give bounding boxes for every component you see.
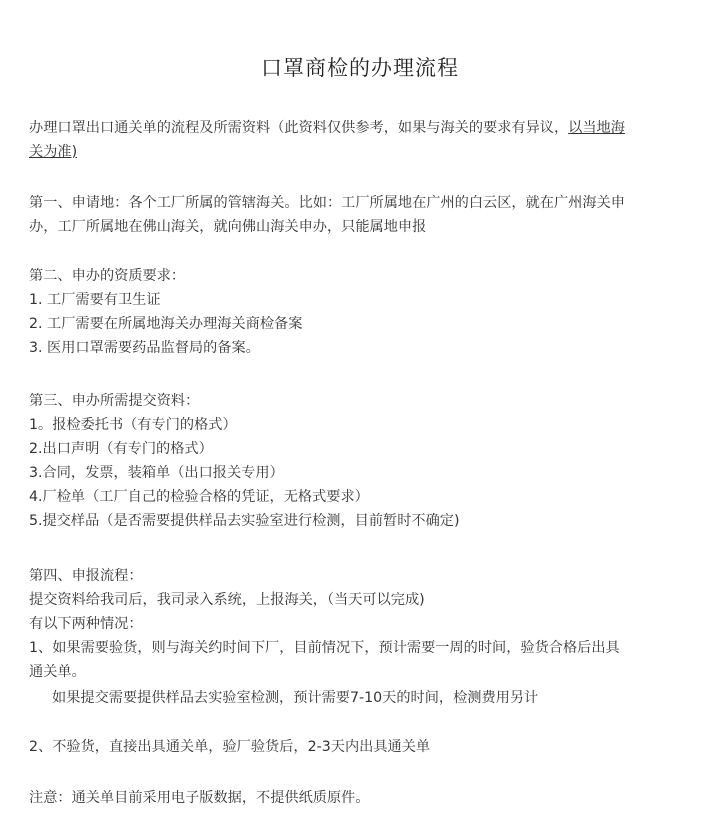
section4-case2: 2、不验货，直接出具通关单，验厂验货后，2-3天内出具通关单: [29, 739, 431, 755]
section3-item: 5.提交样品（是否需要提供样品去实验室进行检测，目前暂时不确定): [29, 513, 460, 529]
section2-heading: 第二、申办的资质要求：: [29, 268, 186, 284]
section2-item: 2. 工厂需要在所属地海关办理海关商检备案: [29, 316, 303, 332]
section3-item: 2.出口声明（有专门的格式）: [29, 441, 213, 457]
section1-line-2: 办，工厂所属地在佛山海关，就向佛山海关申办，只能属地申报: [29, 219, 427, 235]
intro-text: 办理口罩出口通关单的流程及所需资料（此资料仅供参考，如果与海关的要求有异议，: [29, 120, 569, 136]
intro-line-1: [29, 118, 625, 138]
section3-item: 1。报检委托书（有专门的格式）: [29, 417, 237, 433]
section1-line-1: 第一、申请地：各个工厂所属的管辖海关。比如：工厂所属地在广州的白云区，就在广州海关申: [29, 195, 625, 211]
section4-line-1: 提交资料给我司后，我司录入系统，上报海关，（当天可以完成): [29, 592, 425, 608]
section3-heading: 第三、申办所需提交资料：: [29, 393, 200, 409]
section3-item: 3.合同，发票，装箱单（出口报关专用）: [29, 465, 284, 481]
section2-item: 1. 工厂需要有卫生证: [29, 292, 161, 308]
section4-case1-line-3: 如果提交需要提供样品去实验室检测，预计需要7-10天的时间，检测费用另计: [52, 690, 539, 706]
section4-case1-line-1: 1、如果需要验货，则与海关约时间下厂，目前情况下，预计需要一周的时间，验货合格后出具: [29, 640, 620, 656]
section2-item: 3. 医用口罩需要药品监督局的备案。: [29, 340, 260, 356]
section3-item: 4.厂检单（工厂自己的检验合格的凭证，无格式要求）: [29, 489, 369, 505]
note: 注意：通关单目前采用电子版数据，不提供纸质原件。: [29, 790, 370, 806]
page-title: 口罩商检的办理流程: [261, 56, 459, 80]
section4-case1-line-2: 通关单。: [29, 664, 86, 680]
section4-heading: 第四、申报流程：: [29, 568, 143, 584]
intro-underlined-text-1: 以当地海: [568, 120, 625, 136]
section4-line-2: 有以下两种情况：: [29, 616, 143, 632]
intro-underlined-text-2: 关为准): [29, 144, 78, 160]
